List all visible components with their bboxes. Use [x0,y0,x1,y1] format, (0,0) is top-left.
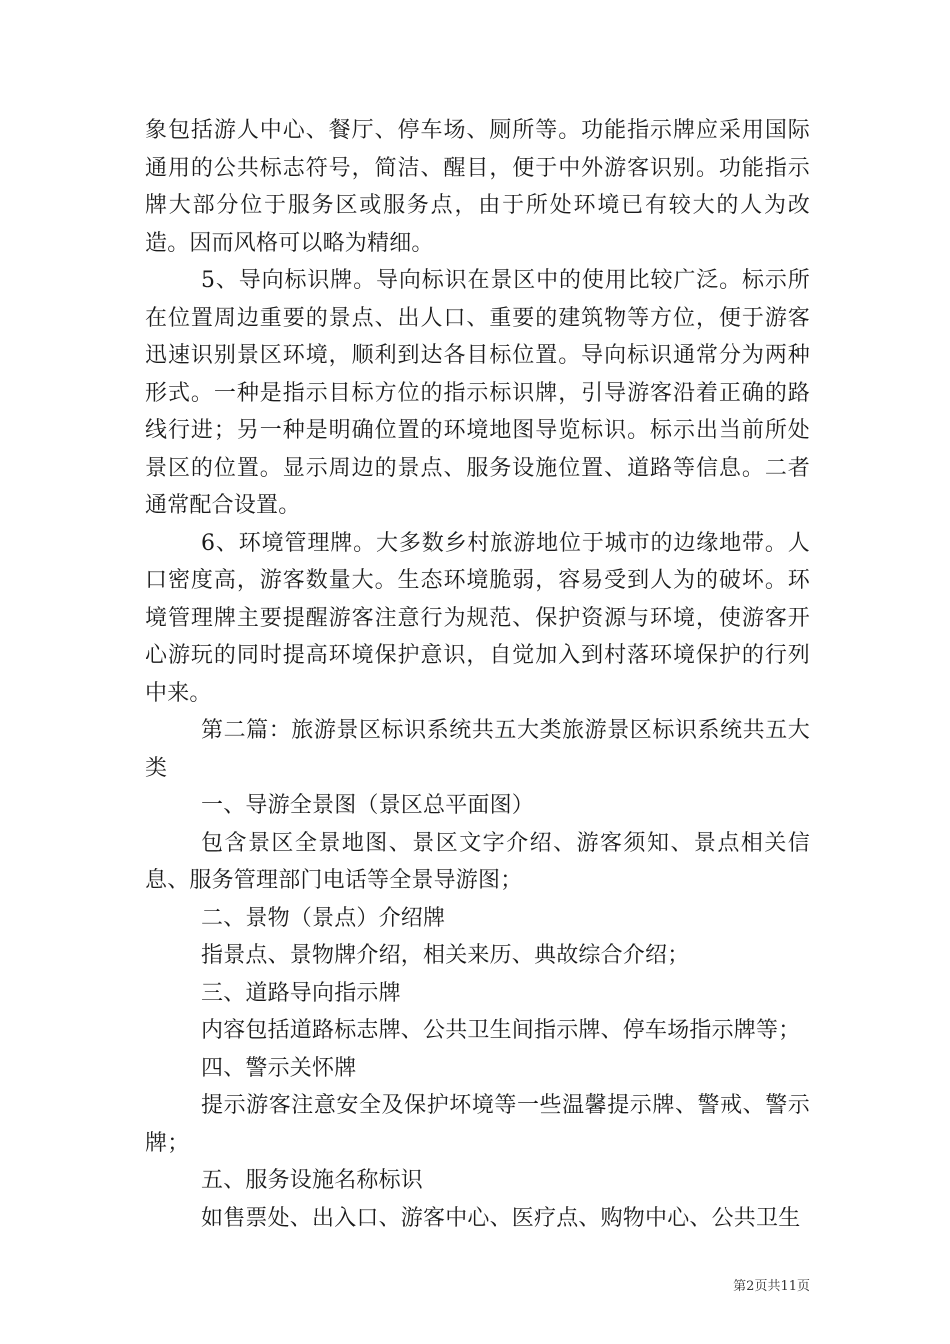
list-body-warning: 提示游客注意安全及保护坏境等一些温馨提示牌、警戒、警示牌； [145,1093,810,1156]
section-heading-part-two: 第二篇：旅游景区标识系统共五大类旅游景区标识系统共五大类 [145,718,810,781]
list-heading-road: 三、道路导向指示牌 [201,980,401,1006]
page-number: 第2页共11页 [733,1279,810,1294]
paragraph-guide-signs: 5、导向标识牌。导向标识在景区中的使用比较广泛。标示所在位置周边重要的景点、出人口、重要的建筑物等方位，便于游客迅速识别景区环境，顺利到达各目标位置。导向标识通常分为两种形式。一种是指示目标方位的指示标识牌，引导游客沿着正确的路线行进；另一种是明确位置的环境地图导览标识。标示出当前所处景区的位置。显示周边的景点、服务设施位置、道路等信息。二者通常配合设置。 [145,268,810,518]
list-body-facilities: 如售票处、出入口、游客中心、医疗点、购物中心、公共卫生 [201,1205,801,1231]
list-body-road: 内容包括道路标志牌、公共卫生间指示牌、停车场指示牌等； [201,1018,801,1043]
list-body-panorama: 包含景区全景地图、景区文字介绍、游客须知、景点相关信息、服务管理部门电话等全景导游图； [145,830,810,893]
list-heading-scenery: 二、景物（景点）介绍牌 [201,905,446,931]
list-body-scenery: 指景点、景物牌介绍，相关来历、典故综合介绍； [201,943,690,968]
list-heading-warning: 四、警示关怀牌 [201,1055,357,1081]
document-body [145,112,810,1237]
list-heading-panorama: 一、导游全景图（景区总平面图） [201,793,535,818]
paragraph-environment-signs: 6、环境管理牌。大多数乡村旅游地位于城市的边缘地带。人口密度高，游客数量大。生态环境脆弱，容易受到人为的破坏。环境管理牌主要提醒游客注意行为规范、保护资源与环境，使游客开心游玩的同时提高环境保护意识，自觉加入到村落环境保护的行列中来。 [145,530,810,706]
list-heading-facilities: 五、服务设施名称标识 [201,1168,424,1193]
paragraph-function-signs: 象包括游人中心、餐厅、停车场、厕所等。功能指示牌应采用国际通用的公共标志符号，简洁、醒目，便于中外游客识别。功能指示牌大部分位于服务区或服务点，由于所处环境已有较大的人为改造。因而风格可以略为精细。 [145,118,810,256]
